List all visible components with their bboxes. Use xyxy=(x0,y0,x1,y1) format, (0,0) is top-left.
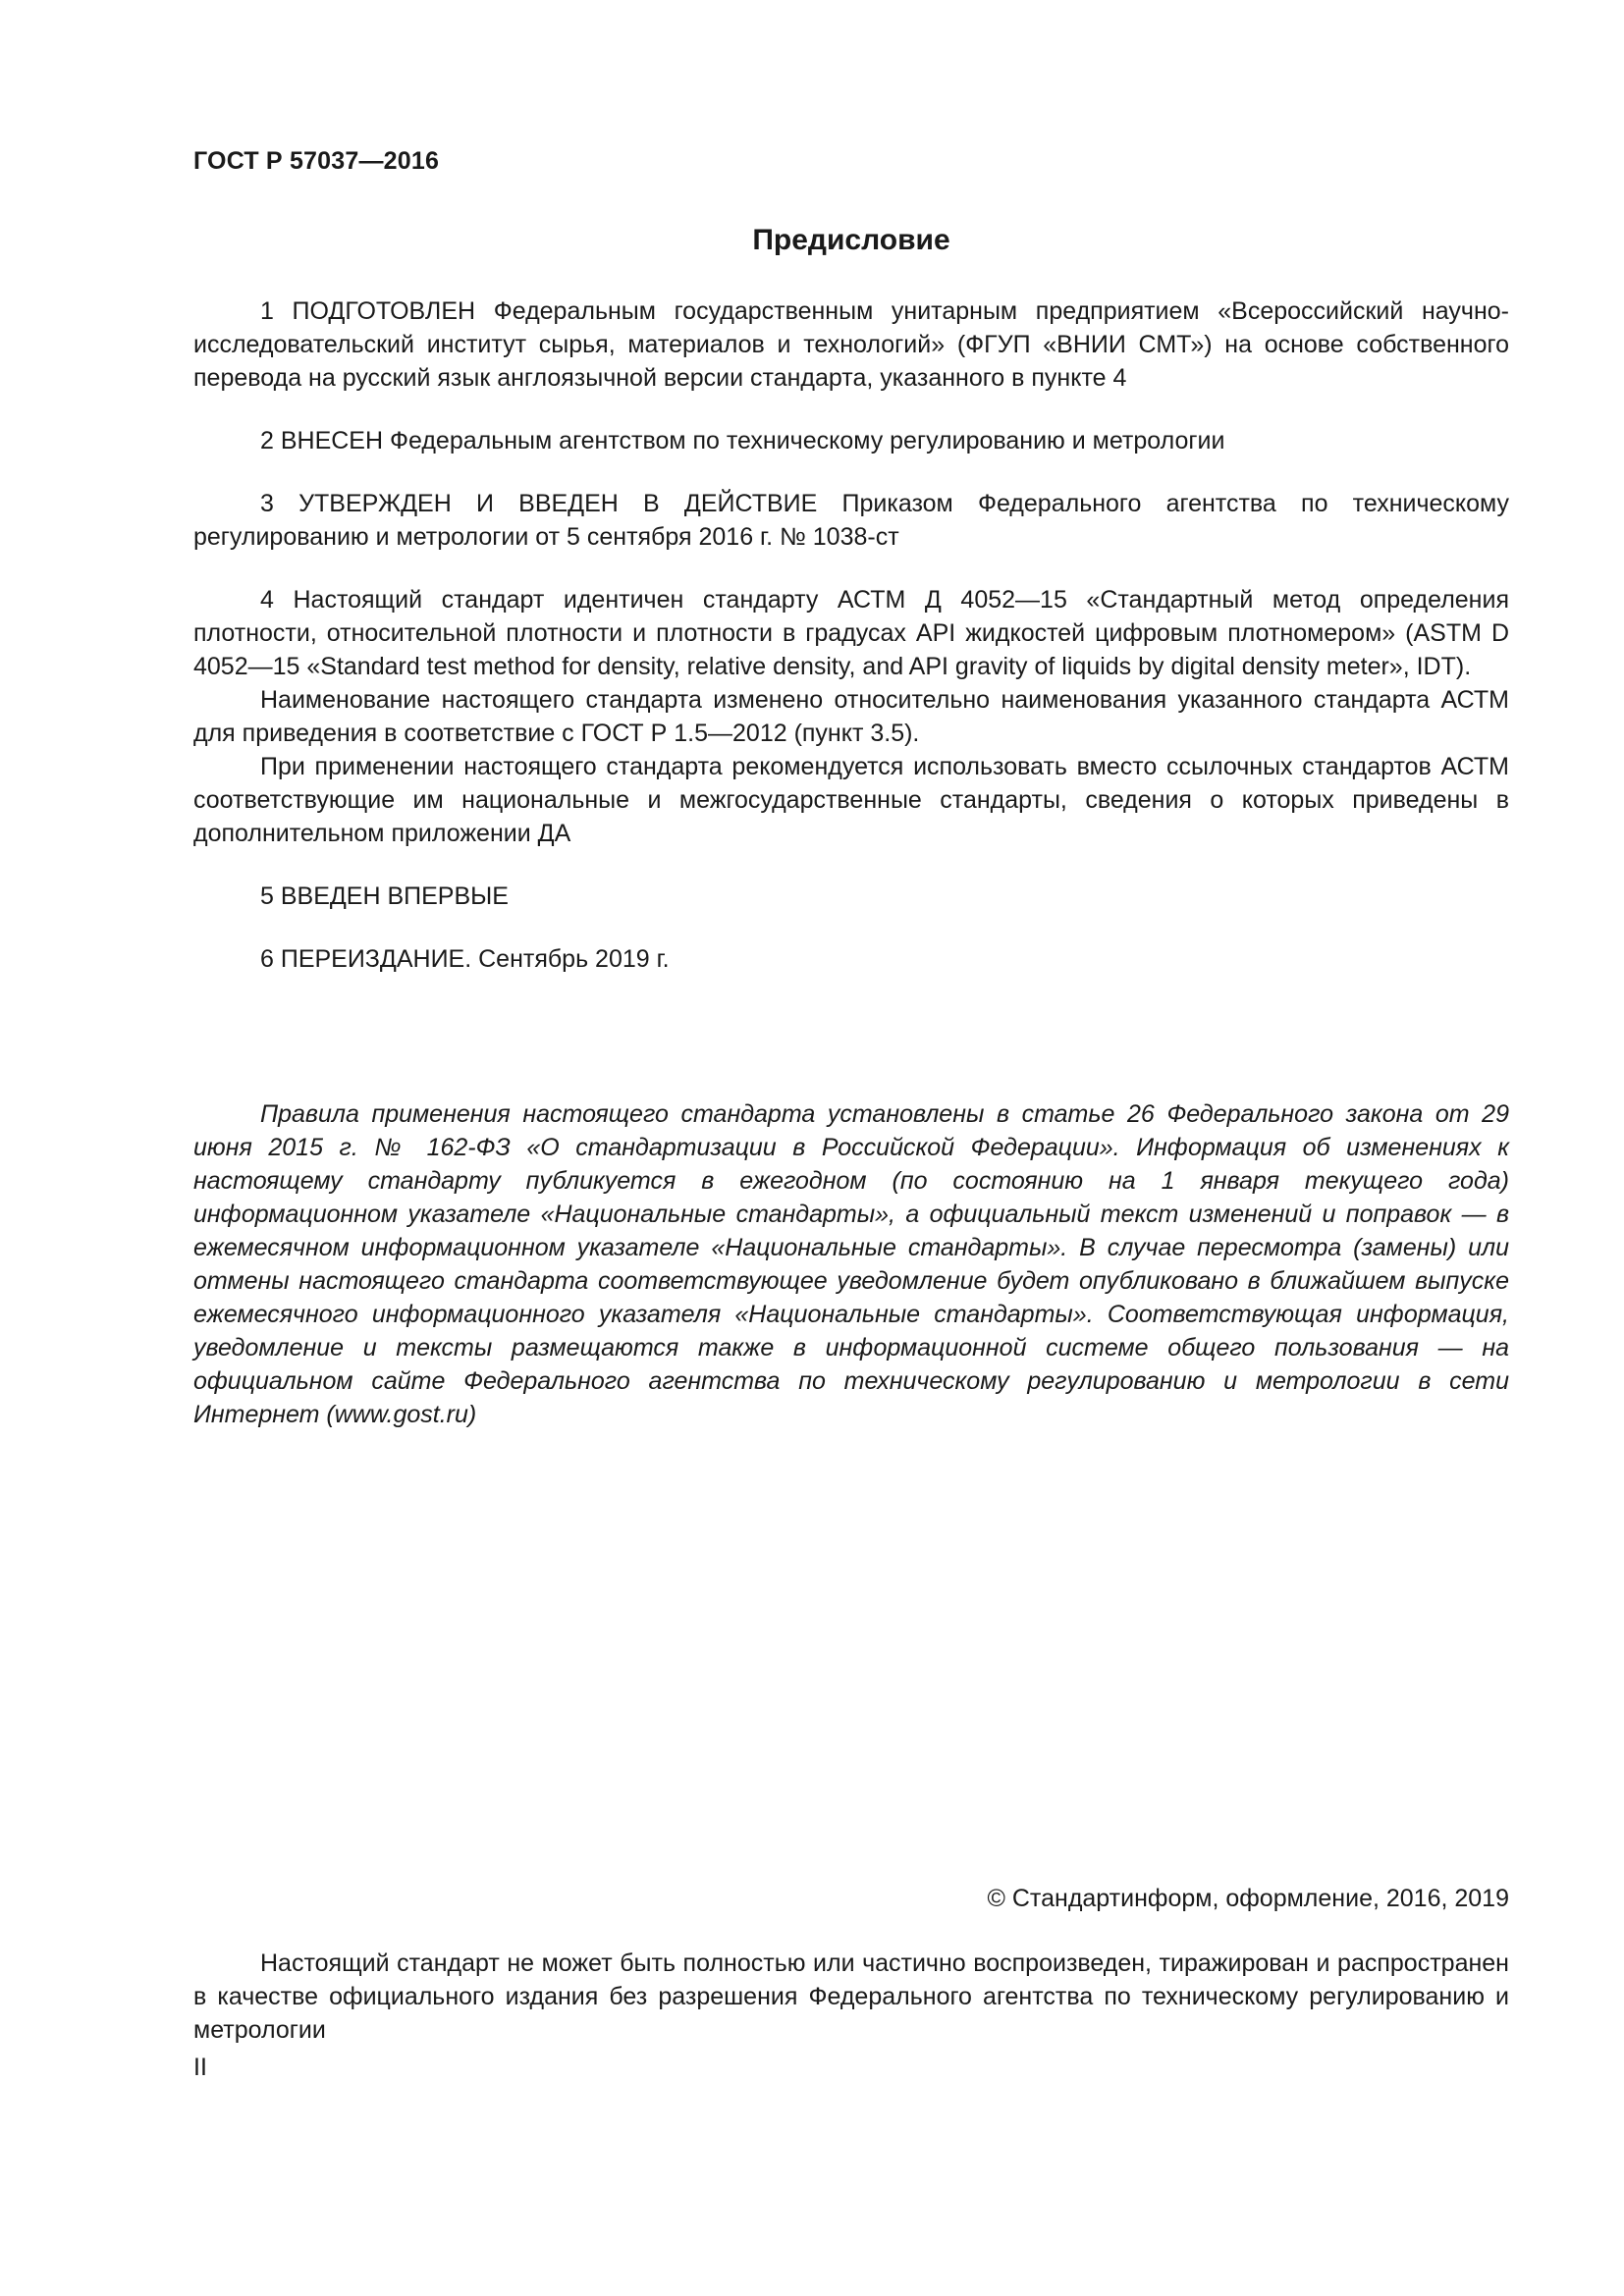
copyright-line: © Стандартинформ, оформление, 2016, 2019 xyxy=(987,1885,1509,1912)
document-code: ГОСТ Р 57037—2016 xyxy=(193,147,440,175)
paragraph-5-introduced: 5 ВВЕДЕН ВПЕРВЫЕ xyxy=(260,882,509,910)
document-page xyxy=(193,0,1509,2296)
reproduction-restriction: Настоящий стандарт не может быть полностью или частично воспроизведен, тиражирован и распространен в качестве официального издания без разрешения Федерального агентства по техническому регулированию и метрологии xyxy=(193,1949,1509,2044)
foreword-body xyxy=(193,294,1509,976)
page-number: II xyxy=(193,2054,207,2081)
paragraph-2-submitted: 2 ВНЕСЕН Федеральным агентством по техническому регулированию и метрологии xyxy=(260,427,1225,454)
paragraph-4-identical: 4 Настоящий стандарт идентичен стандарту АСТМ Д 4052—15 «Стандартный метод определения плотности, относительной плотности и плотности в градусах API жидкостей цифровым плотномером» (ASTM D 4052—15 «Standard test method for density, relative density, and API gravity of liquids by digital density meter», IDT). xyxy=(193,586,1509,680)
page-title: Предисловие xyxy=(752,224,950,256)
application-rules-notice: Правила применения настоящего стандарта установлены в статье 26 Федерального закона от 29 июня 2015 г. № 162-ФЗ «О стандартизации в Российской Федерации». Информация об изменениях к настоящему стандарту публикуется в ежегодном (по состоянию на 1 января текущего года) информационном указателе «Национальные стандарты», а официальный текст изменений и поправок — в ежемесячном информационном указателе «Национальные стандарты». В случае пересмотра (замены) или отмены настоящего стандарта соответствующее уведомление будет опубликовано в ближайшем выпуске ежемесячного информационного указателя «Национальные стандарты». Соответствующая информация, уведомление и тексты размещаются также в информационной системе общего пользования — на официальном сайте Федерального агентства по техническому регулированию и метрологии в сети Интернет (www.gost.ru) xyxy=(193,1100,1509,1428)
paragraph-3-approved: 3 УТВЕРЖДЕН И ВВЕДЕН В ДЕЙСТВИЕ Приказом Федерального агентства по техническому регулированию и метрологии от 5 сентября 2016 г. № 1038-ст xyxy=(193,490,1509,551)
paragraph-4-name-changed: Наименование настоящего стандарта изменено относительно наименования указанного стандарта АСТМ для приведения в соответствие с ГОСТ Р 1.5—2012 (пункт 3.5). xyxy=(193,686,1509,747)
paragraph-4-references: При применении настоящего стандарта рекомендуется использовать вместо ссылочных стандартов АСТМ соответствующие им национальные и межгосударственные стандарты, сведения о которых приведены в дополнительном приложении ДА xyxy=(193,753,1509,847)
paragraph-6-reissue: 6 ПЕРЕИЗДАНИЕ. Сентябрь 2019 г. xyxy=(260,945,670,973)
paragraph-1-prepared: 1 ПОДГОТОВЛЕН Федеральным государственным унитарным предприятием «Всероссийский научно-исследовательский институт сырья, материалов и технологий» (ФГУП «ВНИИ СМТ») на основе собственного перевода на русский язык англоязычной версии стандарта, указанного в пункте 4 xyxy=(193,297,1509,392)
